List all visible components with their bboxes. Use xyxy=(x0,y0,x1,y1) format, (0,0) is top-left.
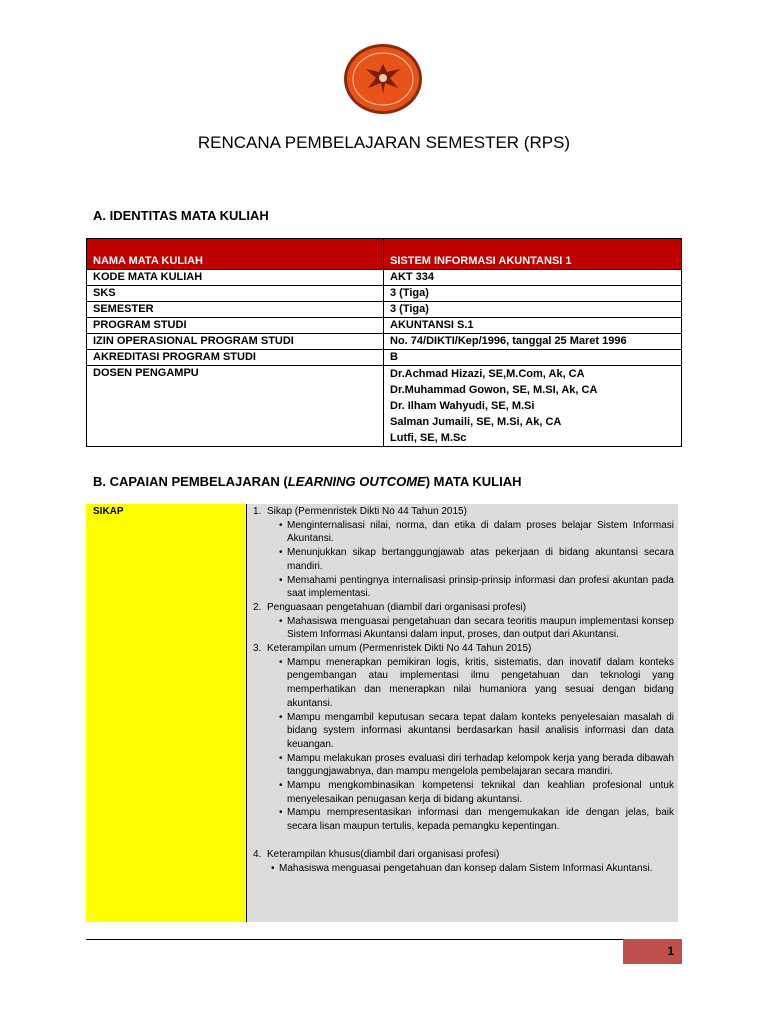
university-seal-logo xyxy=(342,42,424,116)
list-item: • Mampu mengambil keputusan secara tepat dalam konteks penyelesaian masalah di bidang system informasi akuntansi berdasarkan hasil analisis informasi dan data keuangan. xyxy=(287,711,674,752)
table-key: SKS xyxy=(87,286,384,302)
table-value: SISTEM INFORMASI AKUNTANSI 1 xyxy=(384,239,682,270)
group-title: Keterampilan umum (Permenristek Dikti No 44 Tahun 2015) xyxy=(267,643,532,655)
group-number: 1. xyxy=(253,506,262,517)
outcome-group-title xyxy=(253,848,674,862)
lecturer-name: Dr.Achmad Hizazi, SE,M.Com, Ak, CA xyxy=(390,368,585,380)
list-item: • Mampu mengkombinasikan kompetensi teknikal dan keahlian profesional untuk menyelesaikan penugasan kerja di bidang akuntansi. xyxy=(287,779,674,806)
spacer xyxy=(253,834,674,848)
group-title: Keterampilan khusus(diambil dari organisasi profesi) xyxy=(267,848,500,860)
group-number: 4. xyxy=(253,848,262,860)
table-row xyxy=(87,334,682,350)
group-number: 3. xyxy=(253,643,262,655)
page-number: 1 xyxy=(623,939,682,964)
table-header-row xyxy=(87,239,682,270)
lecturer-name: Lutfi, SE, M.Sc xyxy=(390,432,467,444)
lecturer-name: Dr.Muhammad Gowon, SE, M.SI, Ak, CA xyxy=(390,384,598,396)
outcome-group-title xyxy=(253,601,674,615)
outcome-list xyxy=(253,615,674,642)
lecturer-name: Salman Jumaili, SE, M.Si, Ak, CA xyxy=(390,416,562,428)
table-row xyxy=(87,286,682,302)
table-row xyxy=(87,366,682,447)
section-b-heading-italic: LEARNING OUTCOME xyxy=(287,474,426,489)
group-title: Penguasaan pengetahuan (diambil dari organisasi profesi) xyxy=(267,601,527,613)
outcome-list xyxy=(253,519,674,601)
list-item: • Mahasiswa menguasai pengetahuan dan konsep dalam Sistem Informasi Akuntansi. xyxy=(279,862,674,876)
table-key: DOSEN PENGAMPU xyxy=(87,366,384,447)
identity-table xyxy=(86,238,682,447)
learning-outcome-table xyxy=(86,504,678,922)
group-number: 2. xyxy=(253,601,262,613)
lecturer-name: Dr. Ilham Wahyudi, SE, M.Si xyxy=(390,400,535,412)
table-value: 3 (Tiga) xyxy=(384,286,682,302)
table-row xyxy=(87,302,682,318)
list-item: • Menginternalisasi nilai, norma, dan etika di dalam proses belajar Sistem Informasi Akuntansi. xyxy=(287,519,674,546)
table-key: IZIN OPERASIONAL PROGRAM STUDI xyxy=(87,334,384,350)
section-b-heading xyxy=(93,474,522,489)
sikap-cell xyxy=(86,504,247,922)
list-item: • Mampu menerapkan pemikiran logis, kritis, sistematis, dan inovatif dalam konteks pengembangan atau implementasi ilmu pengetahuan dan teknologi yang memperhatikan dan menerapkan nilai humaniora yang sesuai dengan bidang akuntansi. xyxy=(287,656,674,711)
outcome-list xyxy=(253,862,674,876)
footer-divider xyxy=(86,939,682,940)
outcome-list xyxy=(253,656,674,834)
table-key: SEMESTER xyxy=(87,302,384,318)
outcome-group-title xyxy=(253,505,674,519)
list-item: • Mahasiswa menguasai pengetahuan dan secara teoritis maupun implementasi konsep Sistem Informasi Akuntansi dalam input, proses, dan output dari Akuntansi. xyxy=(287,615,674,642)
table-value: AKUNTANSI S.1 xyxy=(384,318,682,334)
list-item: • Menunjukkan sikap bertanggungjawab atas pekerjaan di bidang akuntansi secara mandiri. xyxy=(287,546,674,573)
group-title: Sikap (Permenristek Dikti No 44 Tahun 2015) xyxy=(267,506,467,517)
lecturer-list xyxy=(384,366,682,447)
list-item: • Mampu mempresentasikan informasi dan mengemukakan ide dengan jelas, baik secara lisan maupun tertulis, kepada pemangku kepentingan. xyxy=(287,806,674,833)
section-b-heading-suffix: ) MATA KULIAH xyxy=(425,474,522,489)
table-row xyxy=(87,350,682,366)
list-item: • Mampu melakukan proses evaluasi diri terhadap kelompok kerja yang berada dibawah tanggungjawabnya, dan mampu mengelola pembelajaran secara mandiri. xyxy=(287,752,674,779)
list-item: • Memahami pentingnya internalisasi prinsip-prinsip informasi dan profesi akuntan pada saat implementasi. xyxy=(287,574,674,601)
outcome-group-title xyxy=(253,642,674,656)
sikap-label: SIKAP xyxy=(93,506,124,517)
table-key: PROGRAM STUDI xyxy=(87,318,384,334)
table-value: No. 74/DIKTI/Kep/1996, tanggal 25 Maret 1996 xyxy=(384,334,682,350)
outcome-cell xyxy=(247,504,678,922)
section-b-heading-prefix: B. CAPAIAN PEMBELAJARAN ( xyxy=(93,474,288,489)
table-value: 3 (Tiga) xyxy=(384,302,682,318)
table-key: AKREDITASI PROGRAM STUDI xyxy=(87,350,384,366)
document-title: RENCANA PEMBELAJARAN SEMESTER (RPS) xyxy=(197,133,571,152)
section-a-heading: A. IDENTITAS MATA KULIAH xyxy=(93,208,269,223)
table-value: B xyxy=(384,350,682,366)
table-row xyxy=(87,318,682,334)
table-row xyxy=(87,270,682,286)
table-key: KODE MATA KULIAH xyxy=(87,270,384,286)
table-key: NAMA MATA KULIAH xyxy=(87,239,384,270)
table-value: AKT 334 xyxy=(384,270,682,286)
